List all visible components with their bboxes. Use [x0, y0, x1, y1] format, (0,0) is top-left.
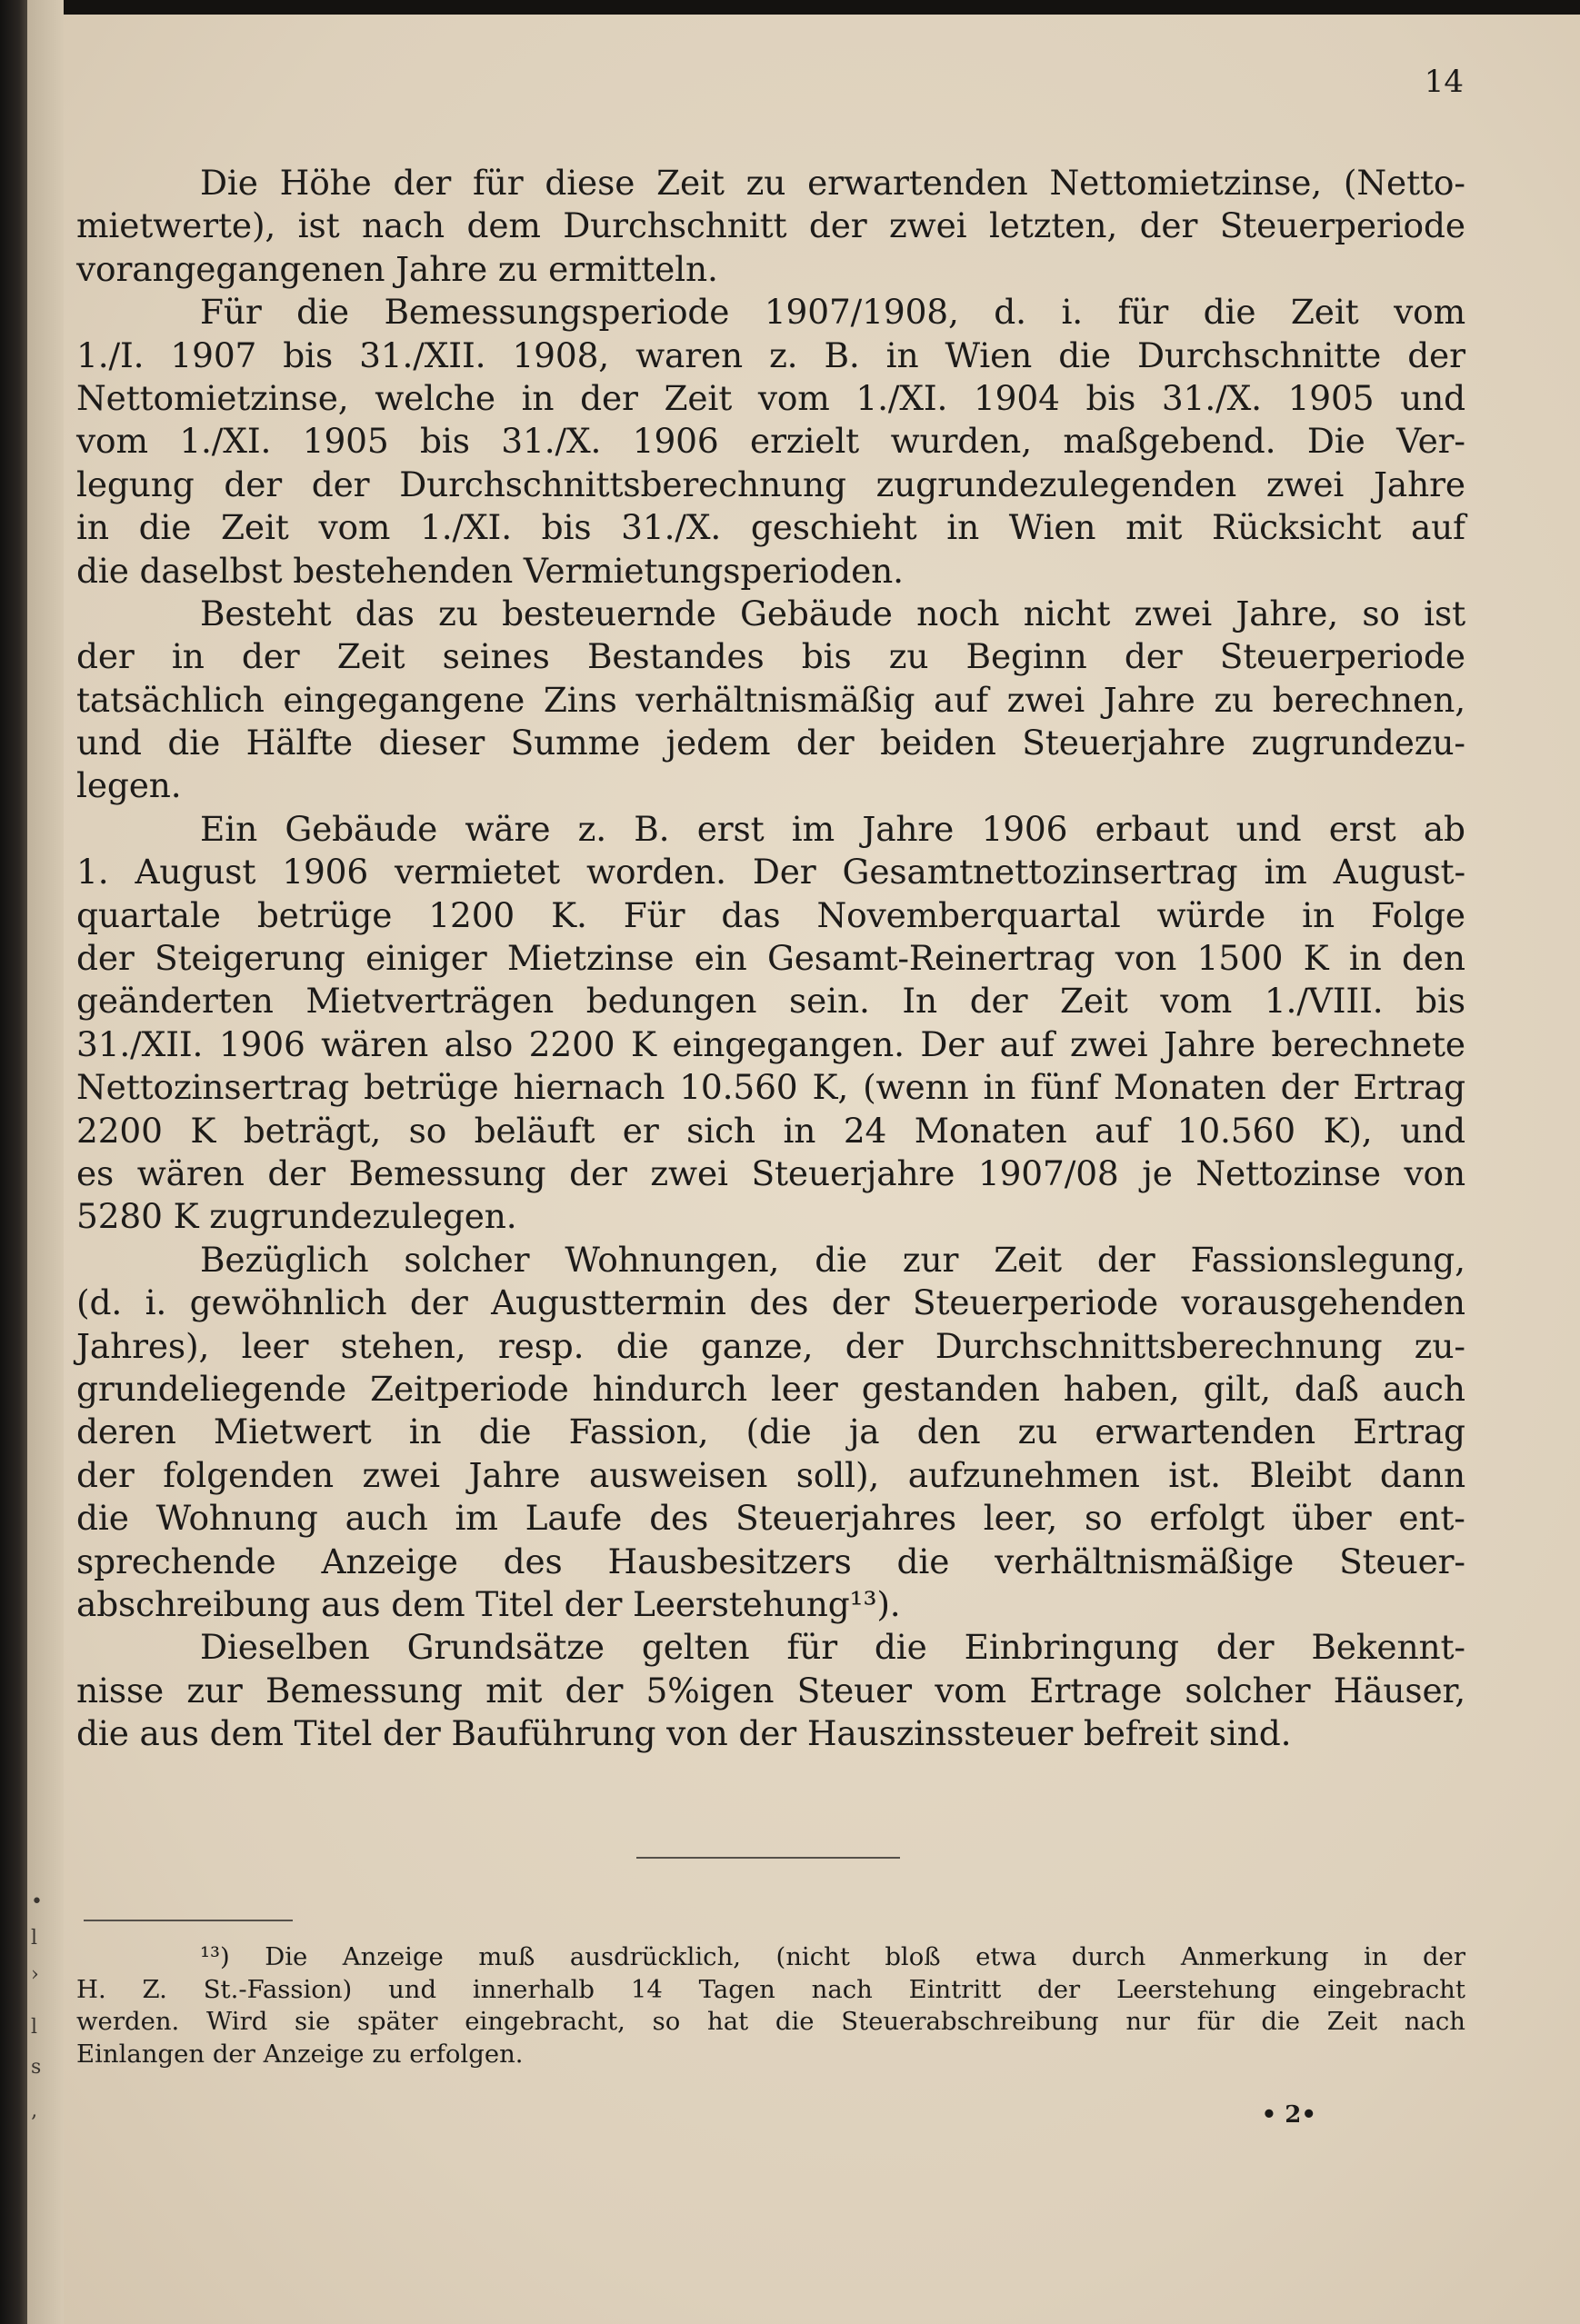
- text-line: (d. i. gewöhnlich der Augusttermin des der Steuerperiode vorausgehenden: [76, 1282, 1465, 1323]
- text-line: der Steigerung einiger Mietzinse ein Gesamt-Reinertrag von 1500 K in den: [76, 938, 1465, 979]
- text-line: nisse zur Bemessung mit der 5%igen Steuer vom Ertrage solcher Häuser,: [76, 1670, 1465, 1711]
- text-line: 1./I. 1907 bis 31./XII. 1908, waren z. B. in Wien die Durchschnitte der: [76, 334, 1465, 375]
- text-line: der folgenden zwei Jahre ausweisen soll), aufzunehmen ist. Bleibt dann: [76, 1454, 1465, 1495]
- text-line: Nettomietzinse, welche in der Zeit vom 1./XI. 1904 bis 31./X. 1905 und: [76, 377, 1465, 418]
- text-line: mietwerte), ist nach dem Durchschnitt der zwei letzten, der Steuerperiode: [76, 205, 1465, 246]
- text-line: Die Höhe der für diese Zeit zu erwartenden Nettomietzinse, (Netto-: [200, 163, 1465, 203]
- text-line: die aus dem Titel der Bauführung von der Hauszinssteuer befreit sind.: [76, 1713, 1292, 1754]
- text-line: 2200 K beträgt, so beläuft er sich in 24 Monaten auf 10.560 K), und: [76, 1110, 1465, 1151]
- footnote-line: ¹³) Die Anzeige muß ausdrücklich, (nicht bloß etwa durch Anmerkung in der: [200, 1942, 1465, 1971]
- gutter-mark: ‚: [31, 2100, 37, 2122]
- text-line: die Wohnung auch im Laufe des Steuerjahres leer, so erfolgt über ent-: [76, 1498, 1465, 1539]
- text-line: Besteht das zu besteuernde Gebäude noch nicht zwei Jahre, so ist: [200, 593, 1465, 633]
- footnote-line: Einlangen der Anzeige zu erfolgen.: [76, 2039, 524, 2069]
- text-line: abschreibung aus dem Titel der Leerstehung¹³).: [76, 1583, 901, 1624]
- text-line: grundeliegende Zeitperiode hindurch leer gestanden haben, gilt, daß auch: [76, 1368, 1465, 1409]
- text-line: legen.: [76, 765, 182, 806]
- footnote-line: H. Z. St.-Fassion) und innerhalb 14 Tagen nach Eintritt der Leerstehung eingebracht: [76, 1974, 1465, 2004]
- text-line: Dieselben Grundsätze gelten für die Einbringung der Bekennt-: [200, 1627, 1465, 1668]
- gutter-mark: s: [31, 2056, 42, 2079]
- text-line: die daselbst bestehenden Vermietungsperioden.: [76, 550, 904, 591]
- text-line: Für die Bemessungsperiode 1907/1908, d. i. für die Zeit vom: [200, 292, 1465, 333]
- text-line: der in der Zeit seines Bestandes bis zu Beginn der Steuerperiode: [76, 636, 1465, 677]
- footnote-rule: [84, 1920, 293, 1921]
- text-line: vom 1./XI. 1905 bis 31./X. 1906 erzielt wurden, maßgebend. Die Ver-: [76, 421, 1465, 462]
- text-line: in die Zeit vom 1./XI. bis 31./X. geschieht in Wien mit Rücksicht auf: [76, 507, 1465, 548]
- section-separator: [636, 1857, 900, 1859]
- text-line: Bezüglich solcher Wohnungen, die zur Zeit der Fassionslegung,: [200, 1239, 1465, 1280]
- text-line: Nettozinsertrag betrüge hiernach 10.560 K, (wenn in fünf Monaten der Ertrag: [76, 1067, 1465, 1108]
- text-line: quartale betrüge 1200 K. Für das Novemberquartal würde in Folge: [76, 894, 1465, 935]
- footnote-line: werden. Wird sie später eingebracht, so hat die Steuerabschreibung nur für die Zeit nach: [76, 2007, 1465, 2036]
- previous-page-edge: [27, 0, 64, 2324]
- text-line: 1. August 1906 vermietet worden. Der Gesamtnettozinsertrag im August-: [76, 852, 1465, 893]
- text-line: geänderten Mietverträgen bedungen sein. In der Zeit vom 1./VIII. bis: [76, 981, 1465, 1022]
- body-text: [76, 162, 1465, 1755]
- text-line: vorangegangenen Jahre zu ermitteln.: [76, 248, 718, 289]
- gutter-mark: l: [31, 1927, 38, 1950]
- text-line: Ein Gebäude wäre z. B. erst im Jahre 1906 erbaut und erst ab: [200, 808, 1465, 849]
- footnote: [76, 1941, 1465, 2070]
- book-spine-shadow: [0, 0, 27, 2324]
- gutter-mark: ›: [31, 1963, 39, 1986]
- text-line: Jahres), leer stehen, resp. die ganze, der Durchschnittsberechnung zu-: [76, 1325, 1465, 1366]
- gutter-mark: l: [31, 2016, 38, 2039]
- signature-mark: • 2•: [1261, 2101, 1316, 2129]
- text-line: 31./XII. 1906 wären also 2200 K eingegangen. Der auf zwei Jahre berechnete: [76, 1023, 1465, 1064]
- text-line: legung der der Durchschnittsberechnung zugrundezulegenden zwei Jahre: [76, 464, 1465, 504]
- text-line: es wären der Bemessung der zwei Steuerjahre 1907/08 je Nettozinse von: [76, 1152, 1465, 1193]
- gutter-mark: •: [31, 1890, 43, 1913]
- text-line: und die Hälfte dieser Summe jedem der beiden Steuerjahre zugrundezu-: [76, 723, 1465, 763]
- scan-top-edge: [0, 0, 1580, 15]
- text-line: sprechende Anzeige des Hausbesitzers die verhältnismäßige Steuer-: [76, 1541, 1465, 1581]
- text-line: deren Mietwert in die Fassion, (die ja den zu erwartenden Ertrag: [76, 1411, 1465, 1452]
- text-line: 5280 K zugrundezulegen.: [76, 1196, 517, 1237]
- page-number: 14: [1424, 64, 1464, 100]
- text-line: tatsächlich eingegangene Zins verhältnismäßig auf zwei Jahre zu berechnen,: [76, 679, 1465, 720]
